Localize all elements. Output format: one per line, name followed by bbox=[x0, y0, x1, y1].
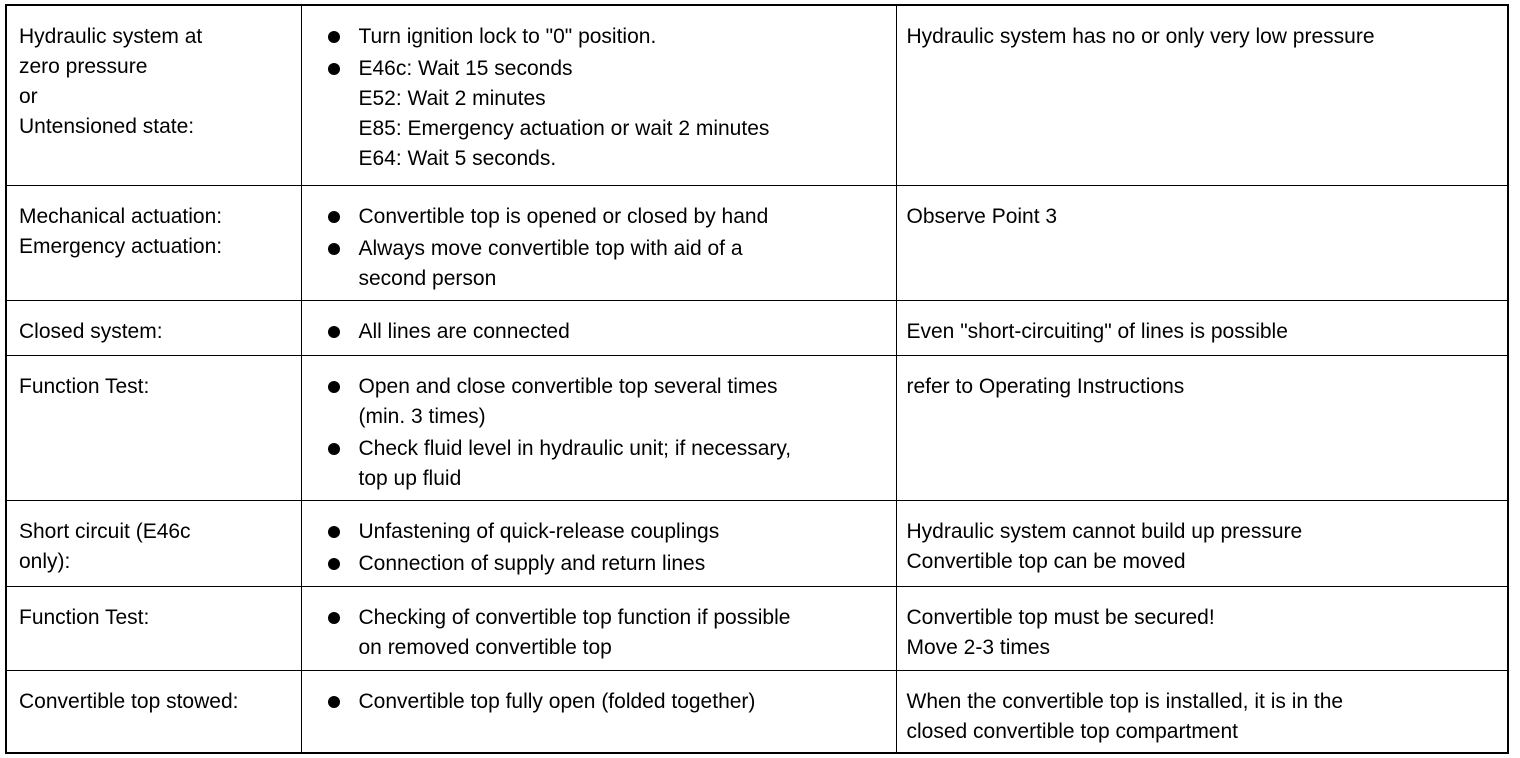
term-line: or bbox=[19, 85, 38, 108]
procedure-table bbox=[5, 4, 1509, 754]
list-item bbox=[326, 434, 886, 494]
action-line: Open and close convertible top several times bbox=[358, 374, 778, 398]
term-line: Untensioned state: bbox=[19, 115, 195, 138]
term-line: Hydraulic system at bbox=[19, 25, 203, 48]
term-line: Short circuit (E46c bbox=[19, 519, 191, 543]
term-line: Closed system: bbox=[19, 319, 163, 343]
table-body bbox=[6, 5, 1508, 753]
note-line: Move 2-3 times bbox=[906, 635, 1051, 659]
list-item bbox=[326, 687, 886, 717]
bullet-dot-icon bbox=[328, 696, 340, 708]
note-line: Observe Point 3 bbox=[906, 204, 1058, 228]
action-line: All lines are connected bbox=[358, 319, 570, 343]
table-row bbox=[6, 185, 1508, 300]
table-row bbox=[6, 355, 1508, 500]
action-line: on removed convertible top bbox=[358, 635, 612, 659]
action-line: E85: Emergency actuation or wait 2 minutes bbox=[358, 117, 770, 140]
term-line: Function Test: bbox=[19, 605, 150, 629]
term-cell bbox=[6, 185, 301, 300]
table-row bbox=[6, 500, 1508, 586]
action-list bbox=[326, 202, 886, 294]
notes-cell bbox=[896, 500, 1508, 586]
action-list bbox=[326, 372, 886, 494]
bullet-dot-icon bbox=[328, 612, 340, 624]
note-line: When the convertible top is installed, it is in the bbox=[906, 689, 1344, 713]
note-line: Hydraulic system has no or only very low pressure bbox=[906, 25, 1375, 48]
note-line: Convertible top must be secured! bbox=[906, 605, 1215, 629]
bullet-dot-icon bbox=[328, 526, 340, 538]
term-cell bbox=[6, 586, 301, 670]
action-line: Turn ignition lock to "0" position. bbox=[358, 25, 657, 48]
action-line: top up fluid bbox=[358, 466, 462, 490]
list-item bbox=[326, 549, 886, 579]
actions-cell bbox=[301, 300, 896, 355]
bullet-dot-icon bbox=[328, 31, 340, 43]
notes-cell bbox=[896, 355, 1508, 500]
bullet-dot-icon bbox=[328, 443, 340, 455]
actions-cell bbox=[301, 355, 896, 500]
action-line: Convertible top fully open (folded together) bbox=[358, 689, 756, 713]
table-row bbox=[6, 5, 1508, 185]
action-line: Convertible top is opened or closed by hand bbox=[358, 204, 769, 228]
action-line: E46c: Wait 15 seconds bbox=[358, 57, 573, 80]
list-item bbox=[326, 517, 886, 547]
actions-cell bbox=[301, 185, 896, 300]
bullet-dot-icon bbox=[328, 558, 340, 570]
notes-cell bbox=[896, 586, 1508, 670]
notes-cell bbox=[896, 5, 1508, 185]
table-row bbox=[6, 670, 1508, 753]
actions-cell bbox=[301, 500, 896, 586]
action-line: (min. 3 times) bbox=[358, 404, 486, 428]
note-line: Even "short-circuiting" of lines is possible bbox=[906, 319, 1288, 343]
term-line: only): bbox=[19, 549, 71, 573]
action-line: Checking of convertible top function if possible bbox=[358, 605, 791, 629]
list-item bbox=[326, 372, 886, 432]
list-item bbox=[326, 317, 886, 347]
action-line: Unfastening of quick-release couplings bbox=[358, 519, 720, 543]
term-cell bbox=[6, 670, 301, 753]
term-cell bbox=[6, 5, 301, 185]
bullet-dot-icon bbox=[328, 326, 340, 338]
term-cell bbox=[6, 300, 301, 355]
action-line: second person bbox=[358, 266, 497, 290]
action-list bbox=[326, 687, 886, 717]
term-line: Convertible top stowed: bbox=[19, 689, 239, 713]
note-line: refer to Operating Instructions bbox=[906, 374, 1185, 398]
term-line: Emergency actuation: bbox=[19, 234, 223, 258]
notes-cell bbox=[896, 670, 1508, 753]
actions-cell bbox=[301, 586, 896, 670]
list-item bbox=[326, 54, 886, 174]
list-item bbox=[326, 603, 886, 663]
actions-cell bbox=[301, 670, 896, 753]
list-item bbox=[326, 234, 886, 294]
action-line: E52: Wait 2 minutes bbox=[358, 87, 546, 110]
notes-cell bbox=[896, 185, 1508, 300]
bullet-dot-icon bbox=[328, 63, 340, 75]
term-line: Mechanical actuation: bbox=[19, 204, 223, 228]
action-list bbox=[326, 603, 886, 663]
bullet-dot-icon bbox=[328, 381, 340, 393]
action-line: Always move convertible top with aid of a bbox=[358, 236, 743, 260]
action-line: Connection of supply and return lines bbox=[358, 551, 706, 575]
bullet-dot-icon bbox=[328, 243, 340, 255]
action-list bbox=[326, 317, 886, 347]
term-line: zero pressure bbox=[19, 55, 148, 78]
action-list bbox=[326, 22, 886, 174]
notes-cell bbox=[896, 300, 1508, 355]
term-cell bbox=[6, 500, 301, 586]
action-line: E64: Wait 5 seconds. bbox=[358, 147, 557, 170]
bullet-dot-icon bbox=[328, 211, 340, 223]
action-list bbox=[326, 517, 886, 579]
table-row bbox=[6, 300, 1508, 355]
note-line: closed convertible top compartment bbox=[906, 719, 1238, 743]
list-item bbox=[326, 22, 886, 52]
note-line: Convertible top can be moved bbox=[906, 549, 1186, 573]
actions-cell bbox=[301, 5, 896, 185]
list-item bbox=[326, 202, 886, 232]
action-line: Check fluid level in hydraulic unit; if necessary, bbox=[358, 436, 792, 460]
note-line: Hydraulic system cannot build up pressure bbox=[906, 519, 1303, 543]
term-line: Function Test: bbox=[19, 374, 150, 398]
table-row bbox=[6, 586, 1508, 670]
term-cell bbox=[6, 355, 301, 500]
